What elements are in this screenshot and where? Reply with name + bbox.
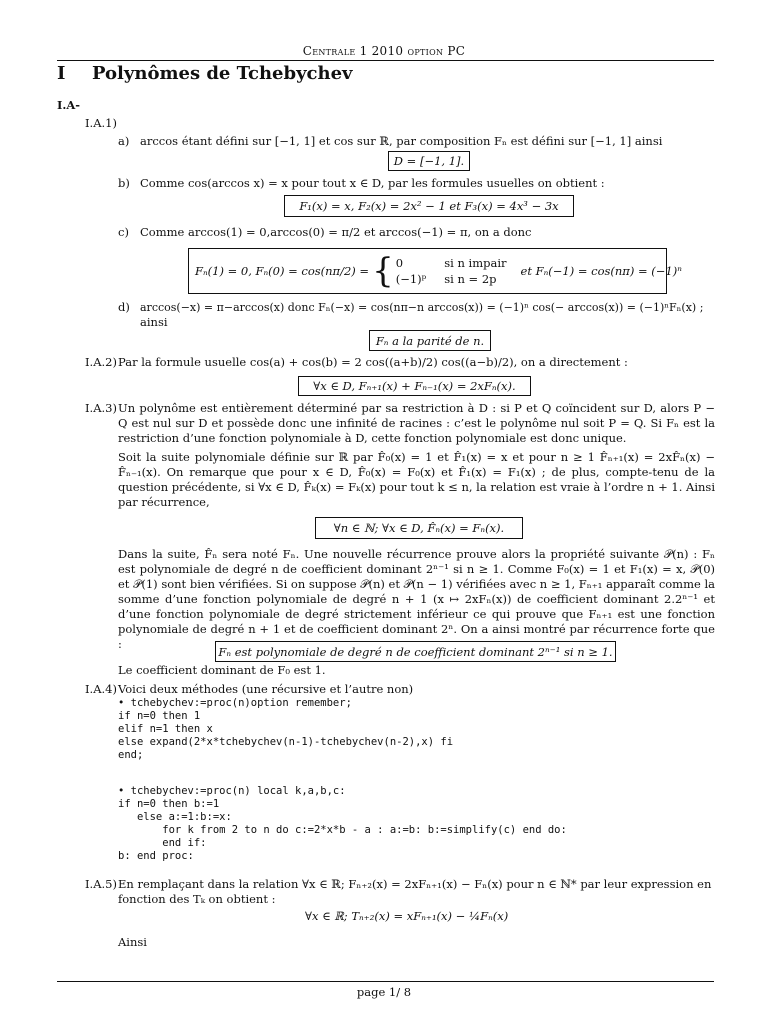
ia5-after: Ainsi bbox=[118, 935, 147, 949]
code-line: else expand(2*x*tchebychev(n-1)-tchebychev(n-2),x) fi bbox=[118, 736, 454, 748]
ia1-b-text: Comme cos(arccos x) = x pour tout x ∈ D, par les formules usuelles on obtient : bbox=[140, 176, 605, 190]
page-header: Centrale 1 2010 option PC bbox=[302, 44, 466, 58]
code-line: • tchebychev:=proc(n) local k,a,b,c: bbox=[118, 785, 346, 797]
ia1-d-text2: ainsi bbox=[140, 315, 168, 329]
ia1-d-box: Fₙ a la parité de n. bbox=[369, 330, 491, 351]
case1-value: 0 bbox=[395, 256, 404, 270]
ia1-c-cases bbox=[396, 256, 507, 286]
case2-condition: si n = 2p bbox=[444, 272, 497, 286]
ia3-label: I.A.3) bbox=[85, 401, 117, 415]
ia1-a-label: a) bbox=[118, 134, 130, 148]
case1-condition: si n impair bbox=[444, 256, 507, 270]
code-line: • tchebychev:=proc(n)option remember; bbox=[118, 697, 352, 709]
page-footer: page 1/ 8 bbox=[356, 985, 412, 999]
ia1-c-box-right: et Fₙ(−1) = cos(nπ) = (−1)ⁿ bbox=[520, 264, 682, 278]
ia1-b-label: b) bbox=[118, 176, 130, 190]
ia3-paragraph-3: Dans la suite, F̂ₙ sera noté Fₙ. Une nouvelle récurrence prouve alors la propriété suivante 𝒫(n) : Fₙ est polynomiale de degré n de coefficient dominant 2ⁿ⁻¹ si n ≥ 1. Comme F₀(x) = 1 et F₁(x) = x, 𝒫(0) et 𝒫(1) sont bien vérifiées. Si on suppose 𝒫(n) et 𝒫(n − 1) vérifiées avec n ≥ 1, Fₙ₊₁ apparaît comme la somme d’une fonction polynomiale de degré n + 1 (x ↦ 2xFₙ(x)) de coefficient dominant 2.2ⁿ⁻¹ et d’une fonction polynomiale de degré strictement inférieur ce qui prouve que Fₙ₊₁ est une fonction polynomiale de degré n + 1 et de coefficient dominant 2ⁿ. On a ainsi montré par récurrence forte que : bbox=[118, 547, 715, 651]
ia3-paragraph-2: Soit la suite polynomiale définie sur ℝ par F̂₀(x) = 1 et F̂₁(x) = x et pour n ≥ 1 F̂ₙ₊₁(x) = 2xF̂ₙ(x) − F̂ₙ₋₁(x). On remarque que pour x ∈ D, F̂₀(x) = F₀(x) et F̂₁(x) = F₁(x) ; de plus, compte-tenu de la question précédente, si ∀x ∈ D, F̂ₖ(x) = Fₖ(x) pour tout k ≤ n, la relation est vraie à l’ordre n + 1. Ainsi par récurrence, bbox=[118, 450, 715, 509]
code-line: b: end proc: bbox=[118, 850, 194, 862]
ia3-paragraph-1: Un polynôme est entièrement déterminé par sa restriction à D : si P et Q coïncident sur D, alors P − Q est nul sur D et possède donc une infinité de racines : c’est le polynôme nul soit P = Q. Si Fₙ est la restriction d’une fonction polynomiale à D, cette fonction polynomiale est donc unique. bbox=[118, 401, 715, 445]
code-block-iterative bbox=[118, 785, 567, 863]
brace-glyph: { bbox=[372, 251, 394, 291]
code-line: end; bbox=[118, 749, 144, 761]
ia2-box: ∀x ∈ D, Fₙ₊₁(x) + Fₙ₋₁(x) = 2xFₙ(x). bbox=[298, 376, 531, 396]
ia1-c-box-left: Fₙ(1) = 0, Fₙ(0) = cos(nπ/2) = bbox=[195, 264, 370, 278]
ia4-label: I.A.4) bbox=[85, 682, 117, 696]
ia1-a-box: D = [−1, 1]. bbox=[388, 151, 470, 171]
case2-value: (−1)ᵖ bbox=[395, 272, 427, 286]
code-line: elif n=1 then x bbox=[118, 723, 213, 735]
header-rule bbox=[57, 60, 714, 61]
code-line: if n=0 then b:=1 bbox=[118, 798, 220, 810]
code-line: if n=0 then 1 bbox=[118, 710, 201, 722]
ia3-paragraph-4: Le coefficient dominant de F₀ est 1. bbox=[118, 663, 326, 677]
ia3-box-2: Fₙ est polynomiale de degré n de coefficient dominant 2ⁿ⁻¹ si n ≥ 1. bbox=[215, 641, 616, 662]
ia3-box-1: ∀n ∈ ℕ; ∀x ∈ D, F̂ₙ(x) = Fₙ(x). bbox=[315, 517, 523, 539]
code-line: else a:=1:b:=x: bbox=[118, 811, 232, 823]
section-number: I bbox=[57, 63, 66, 84]
ia4-intro: Voici deux méthodes (une récursive et l’autre non) bbox=[118, 682, 414, 696]
section-title: Polynômes de Tchebychev bbox=[92, 63, 353, 84]
ia1-a-text: arccos étant défini sur [−1, 1] et cos sur ℝ, par composition Fₙ est défini sur [−1, 1] ainsi bbox=[140, 134, 663, 148]
code-line: for k from 2 to n do c:=2*x*b - a : a:=b: b:=simplify(c) end do: bbox=[118, 824, 567, 836]
ia5-label: I.A.5) bbox=[85, 877, 117, 891]
ia5-text: En remplaçant dans la relation ∀x ∈ ℝ; Fₙ₊₂(x) = 2xFₙ₊₁(x) − Fₙ(x) pour n ∈ ℕ* par leur expression en fonction des Tₖ on obtient : bbox=[118, 877, 712, 906]
ia2-label: I.A.2) bbox=[85, 355, 117, 369]
ia1-c-label: c) bbox=[118, 225, 129, 239]
ia1-d-label: d) bbox=[118, 300, 130, 314]
ia2-text: Par la formule usuelle cos(a) + cos(b) = 2 cos((a+b)/2) cos((a−b)/2), on a directement : bbox=[118, 355, 628, 369]
ia1-label: I.A.1) bbox=[85, 116, 117, 130]
ia1-c-box bbox=[188, 248, 682, 294]
code-line: end if: bbox=[118, 837, 207, 849]
ia5-formula: ∀x ∈ ℝ; Tₙ₊₂(x) = xFₙ₊₁(x) − ¼Fₙ(x) bbox=[305, 909, 509, 923]
ia1-d-text: arccos(−x) = π−arccos(x) donc Fₙ(−x) = cos(nπ−n arccos(x)) = (−1)ⁿ cos(− arccos(x)) = (−1)ⁿFₙ(x) ; bbox=[140, 301, 704, 314]
subsection-heading: I.A- bbox=[57, 98, 81, 112]
ia1-b-box: F₁(x) = x, F₂(x) = 2x² − 1 et F₃(x) = 4x³ − 3x bbox=[284, 195, 574, 217]
ia1-c-text: Comme arccos(1) = 0,arccos(0) = π/2 et arccos(−1) = π, on a donc bbox=[140, 225, 532, 239]
footer-rule bbox=[57, 981, 714, 982]
code-block-recursive bbox=[118, 697, 453, 762]
